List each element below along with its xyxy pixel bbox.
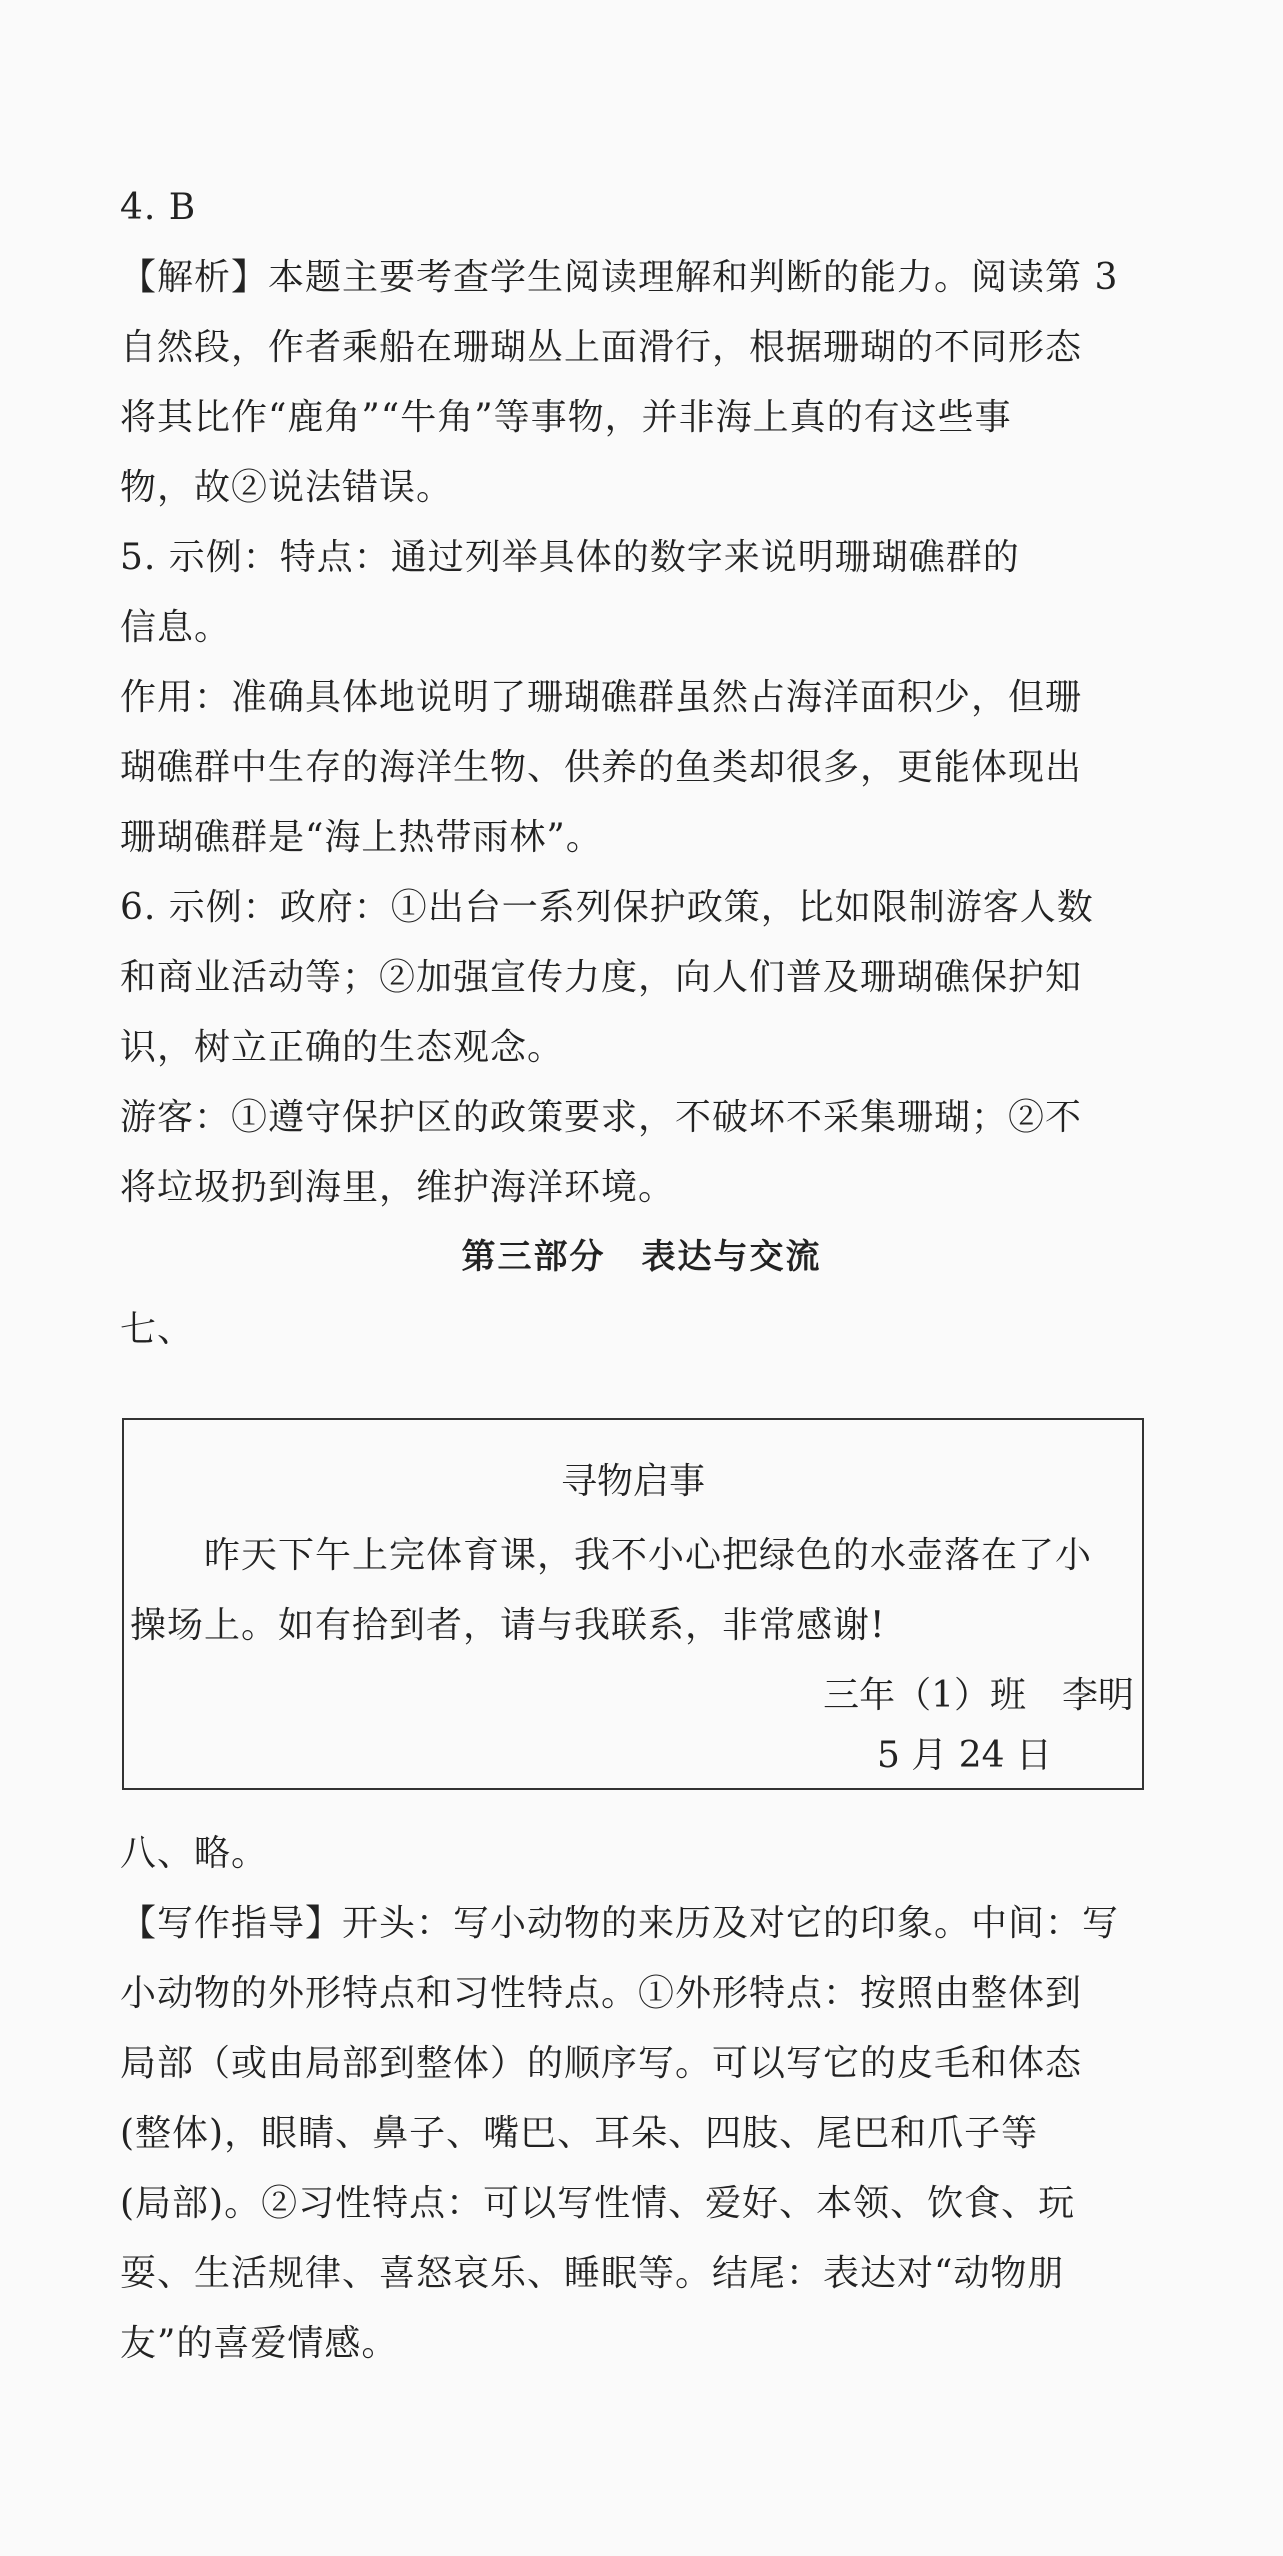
notice-body-line-1: 昨天下午上完体育课，我不小心把绿色的水壶落在了小 [130,1535,1093,1576]
q6-line-4: 游客：①遵守保护区的政策要求，不破坏不采集珊瑚；②不 [120,1097,1083,1138]
q6-line-1: 6. 示例：政府：①出台一系列保护政策，比如限制游客人数 [120,887,1094,928]
writing-guide-line-4: (整体)，眼睛、鼻子、嘴巴、耳朵、四肢、尾巴和爪子等 [120,2113,1039,2154]
lost-item-notice [122,1418,1144,1790]
writing-guide-line-2: 小动物的外形特点和习性特点。①外形特点：按照由整体到 [120,1973,1083,2014]
q6-line-3: 识，树立正确的生态观念。 [120,1027,565,1068]
section7-label: 七、 [120,1309,195,1350]
section8-label: 八、略。 [120,1833,269,1874]
writing-guide-line-6: 耍、生活规律、喜怒哀乐、睡眠等。结尾：表达对“动物朋 [120,2253,1065,2294]
notice-body-line-2: 操场上。如有拾到者，请与我联系，非常感谢! [130,1605,886,1646]
q6-line-5: 将垃圾扔到海里，维护海洋环境。 [120,1167,676,1208]
notice-signature: 三年（1）班 李明 [823,1675,1134,1716]
q5-line-4: 瑚礁群中生存的海洋生物、供养的鱼类却很多，更能体现出 [120,747,1083,788]
q4-analysis-line-1: 【解析】本题主要考查学生阅读理解和判断的能力。阅读第 3 [120,257,1119,298]
q4-analysis-line-3: 将其比作“鹿角”“牛角”等事物，并非海上真的有这些事 [120,397,1012,438]
writing-guide-line-1: 【写作指导】开头：写小动物的来历及对它的印象。中间：写 [120,1903,1120,1944]
writing-guide-line-3: 局部（或由局部到整体）的顺序写。可以写它的皮毛和体态 [120,2043,1083,2084]
q4-answer: 4. B [120,187,197,228]
q5-line-5: 珊瑚礁群是“海上热带雨林”。 [120,817,603,858]
writing-guide-line-5: (局部)。②习性特点：可以写性情、爱好、本领、饮食、玩 [120,2183,1076,2224]
notice-date: 5 月 24 日 [876,1735,1052,1776]
q6-line-2: 和商业活动等；②加强宣传力度，向人们普及珊瑚礁保护知 [120,957,1083,998]
writing-guide-line-7: 友”的喜爱情感。 [120,2323,399,2364]
q4-analysis-line-2: 自然段，作者乘船在珊瑚丛上面滑行，根据珊瑚的不同形态 [120,327,1083,368]
part3-heading: 第三部分 表达与交流 [461,1237,822,1277]
q4-analysis-line-4: 物，故②说法错误。 [120,467,454,508]
q5-line-3: 作用：准确具体地说明了珊瑚礁群虽然占海洋面积少，但珊 [120,677,1083,718]
q5-line-1: 5. 示例：特点：通过列举具体的数字来说明珊瑚礁群的 [120,537,1020,578]
notice-title: 寻物启事 [560,1461,705,1502]
q5-line-2: 信息。 [120,607,232,648]
